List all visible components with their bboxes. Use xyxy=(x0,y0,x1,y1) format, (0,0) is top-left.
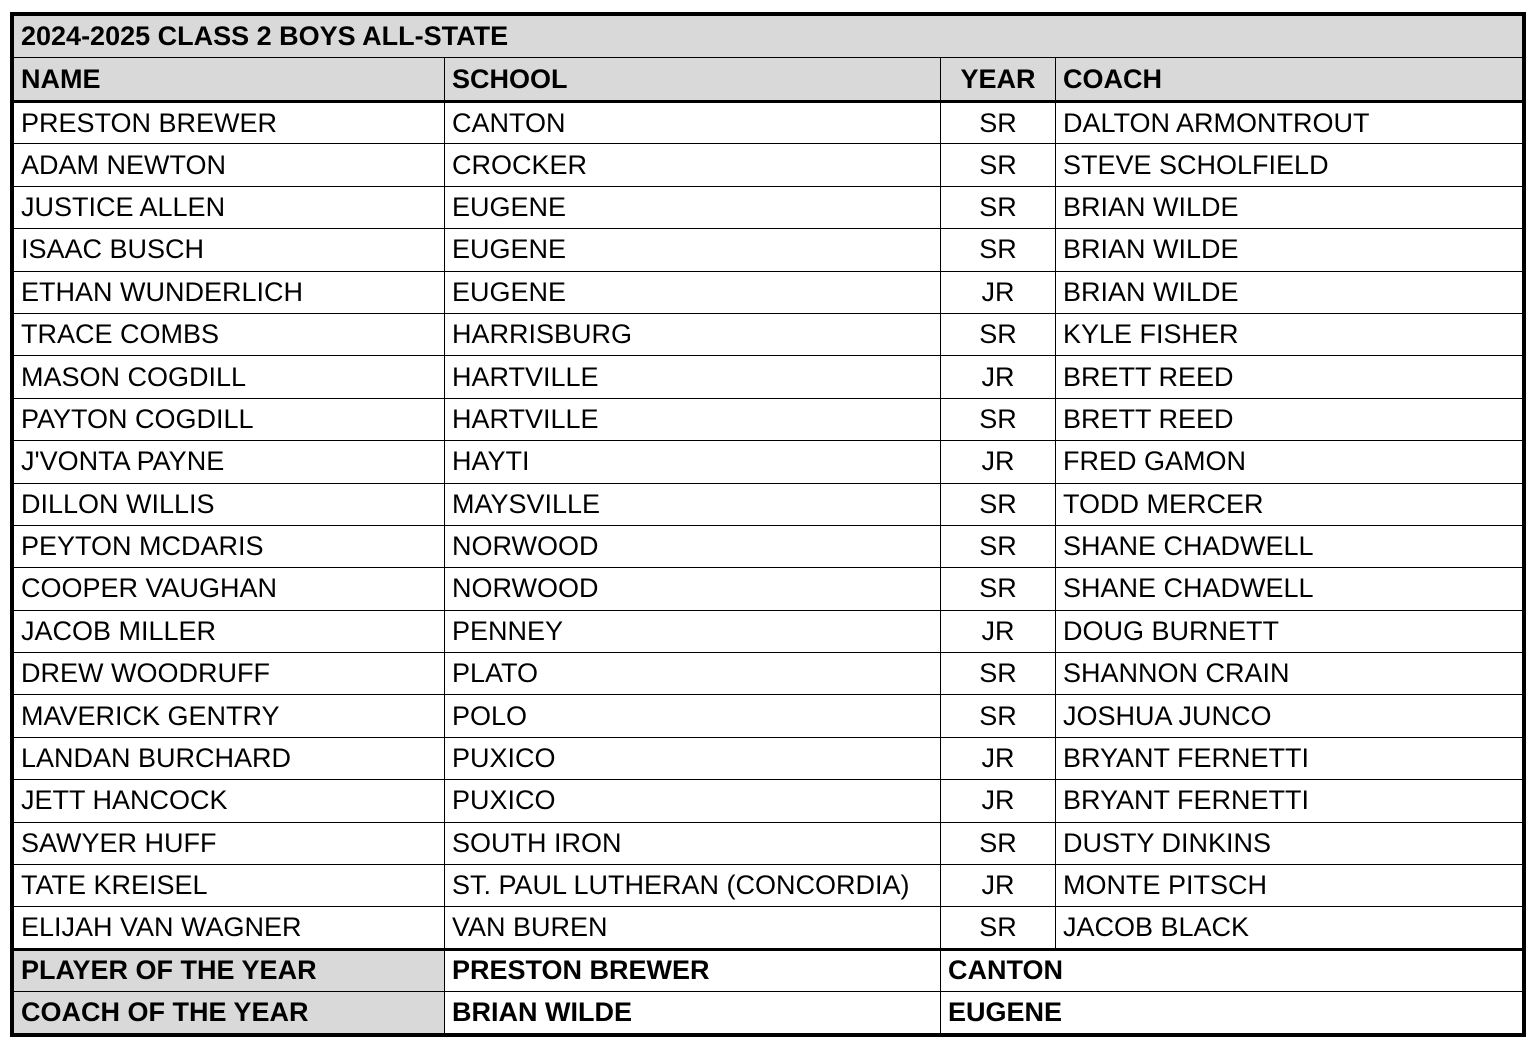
award-label: PLAYER OF THE YEAR xyxy=(14,949,445,991)
table-row xyxy=(14,229,1523,271)
award-row xyxy=(14,949,1523,991)
all-state-table xyxy=(13,15,1523,1034)
cell-coach: MONTE PITSCH xyxy=(1056,865,1523,907)
table-row xyxy=(14,441,1523,483)
cell-name: TRACE COMBS xyxy=(14,313,445,355)
cell-coach: BRIAN WILDE xyxy=(1056,271,1523,313)
award-name: PRESTON BREWER xyxy=(445,949,941,991)
cell-year: SR xyxy=(941,568,1056,610)
table-row xyxy=(14,822,1523,864)
cell-name: DILLON WILLIS xyxy=(14,483,445,525)
cell-school: ST. PAUL LUTHERAN (CONCORDIA) xyxy=(445,865,941,907)
cell-coach: TODD MERCER xyxy=(1056,483,1523,525)
cell-school: PLATO xyxy=(445,653,941,695)
cell-school: HARRISBURG xyxy=(445,313,941,355)
table-row xyxy=(14,313,1523,355)
cell-school: NORWOOD xyxy=(445,568,941,610)
cell-year: SR xyxy=(941,398,1056,440)
cell-coach: SHANE CHADWELL xyxy=(1056,568,1523,610)
cell-name: PAYTON COGDILL xyxy=(14,398,445,440)
cell-year: SR xyxy=(941,525,1056,567)
table-row xyxy=(14,483,1523,525)
cell-year: SR xyxy=(941,695,1056,737)
cell-coach: SHANE CHADWELL xyxy=(1056,525,1523,567)
table-row xyxy=(14,102,1523,144)
table-row xyxy=(14,737,1523,779)
cell-year: JR xyxy=(941,610,1056,652)
cell-school: SOUTH IRON xyxy=(445,822,941,864)
cell-coach: DALTON ARMONTROUT xyxy=(1056,102,1523,144)
cell-coach: KYLE FISHER xyxy=(1056,313,1523,355)
cell-coach: JACOB BLACK xyxy=(1056,907,1523,949)
cell-name: TATE KREISEL xyxy=(14,865,445,907)
award-name: BRIAN WILDE xyxy=(445,991,941,1033)
header-name: NAME xyxy=(14,58,445,102)
cell-year: JR xyxy=(941,356,1056,398)
cell-name: ELIJAH VAN WAGNER xyxy=(14,907,445,949)
cell-school: EUGENE xyxy=(445,271,941,313)
table-row xyxy=(14,695,1523,737)
cell-coach: JOSHUA JUNCO xyxy=(1056,695,1523,737)
header-coach: COACH xyxy=(1056,58,1523,102)
cell-coach: BRYANT FERNETTI xyxy=(1056,780,1523,822)
cell-school: EUGENE xyxy=(445,229,941,271)
award-school: EUGENE xyxy=(941,991,1523,1033)
cell-year: JR xyxy=(941,441,1056,483)
cell-coach: BRIAN WILDE xyxy=(1056,229,1523,271)
cell-year: JR xyxy=(941,737,1056,779)
cell-name: SAWYER HUFF xyxy=(14,822,445,864)
award-label: COACH OF THE YEAR xyxy=(14,991,445,1033)
cell-school: NORWOOD xyxy=(445,525,941,567)
cell-school: POLO xyxy=(445,695,941,737)
cell-year: SR xyxy=(941,653,1056,695)
cell-school: MAYSVILLE xyxy=(445,483,941,525)
table-row xyxy=(14,525,1523,567)
table-row xyxy=(14,865,1523,907)
table-row xyxy=(14,780,1523,822)
header-school: SCHOOL xyxy=(445,58,941,102)
cell-year: JR xyxy=(941,271,1056,313)
cell-coach: BRYANT FERNETTI xyxy=(1056,737,1523,779)
cell-year: SR xyxy=(941,822,1056,864)
cell-school: PUXICO xyxy=(445,737,941,779)
table-row xyxy=(14,907,1523,949)
cell-year: SR xyxy=(941,229,1056,271)
table-row xyxy=(14,186,1523,228)
cell-year: JR xyxy=(941,865,1056,907)
cell-year: SR xyxy=(941,144,1056,186)
cell-name: JETT HANCOCK xyxy=(14,780,445,822)
cell-school: PUXICO xyxy=(445,780,941,822)
all-state-sheet xyxy=(10,12,1526,1037)
cell-name: ADAM NEWTON xyxy=(14,144,445,186)
cell-coach: BRIAN WILDE xyxy=(1056,186,1523,228)
cell-name: ETHAN WUNDERLICH xyxy=(14,271,445,313)
cell-school: HARTVILLE xyxy=(445,398,941,440)
cell-school: CROCKER xyxy=(445,144,941,186)
cell-school: VAN BUREN xyxy=(445,907,941,949)
cell-coach: BRETT REED xyxy=(1056,356,1523,398)
table-row xyxy=(14,356,1523,398)
cell-school: PENNEY xyxy=(445,610,941,652)
cell-school: CANTON xyxy=(445,102,941,144)
cell-name: J'VONTA PAYNE xyxy=(14,441,445,483)
award-row xyxy=(14,991,1523,1033)
header-year: YEAR xyxy=(941,58,1056,102)
cell-name: JUSTICE ALLEN xyxy=(14,186,445,228)
table-row xyxy=(14,653,1523,695)
cell-coach: SHANNON CRAIN xyxy=(1056,653,1523,695)
cell-coach: STEVE SCHOLFIELD xyxy=(1056,144,1523,186)
cell-year: SR xyxy=(941,483,1056,525)
cell-school: HARTVILLE xyxy=(445,356,941,398)
table-row xyxy=(14,271,1523,313)
award-school: CANTON xyxy=(941,949,1523,991)
cell-year: SR xyxy=(941,186,1056,228)
table-row xyxy=(14,398,1523,440)
cell-name: MAVERICK GENTRY xyxy=(14,695,445,737)
cell-name: PRESTON BREWER xyxy=(14,102,445,144)
cell-name: ISAAC BUSCH xyxy=(14,229,445,271)
table-row xyxy=(14,610,1523,652)
cell-name: JACOB MILLER xyxy=(14,610,445,652)
cell-coach: BRETT REED xyxy=(1056,398,1523,440)
table-row xyxy=(14,144,1523,186)
cell-coach: DUSTY DINKINS xyxy=(1056,822,1523,864)
cell-school: EUGENE xyxy=(445,186,941,228)
sheet-title: 2024-2025 CLASS 2 BOYS ALL-STATE xyxy=(14,16,1523,58)
header-row xyxy=(14,58,1523,102)
cell-school: HAYTI xyxy=(445,441,941,483)
cell-name: COOPER VAUGHAN xyxy=(14,568,445,610)
cell-name: MASON COGDILL xyxy=(14,356,445,398)
cell-name: DREW WOODRUFF xyxy=(14,653,445,695)
cell-year: JR xyxy=(941,780,1056,822)
cell-year: SR xyxy=(941,102,1056,144)
cell-name: PEYTON MCDARIS xyxy=(14,525,445,567)
cell-year: SR xyxy=(941,313,1056,355)
cell-coach: FRED GAMON xyxy=(1056,441,1523,483)
cell-coach: DOUG BURNETT xyxy=(1056,610,1523,652)
cell-name: LANDAN BURCHARD xyxy=(14,737,445,779)
title-row xyxy=(14,16,1523,58)
table-row xyxy=(14,568,1523,610)
cell-year: SR xyxy=(941,907,1056,949)
